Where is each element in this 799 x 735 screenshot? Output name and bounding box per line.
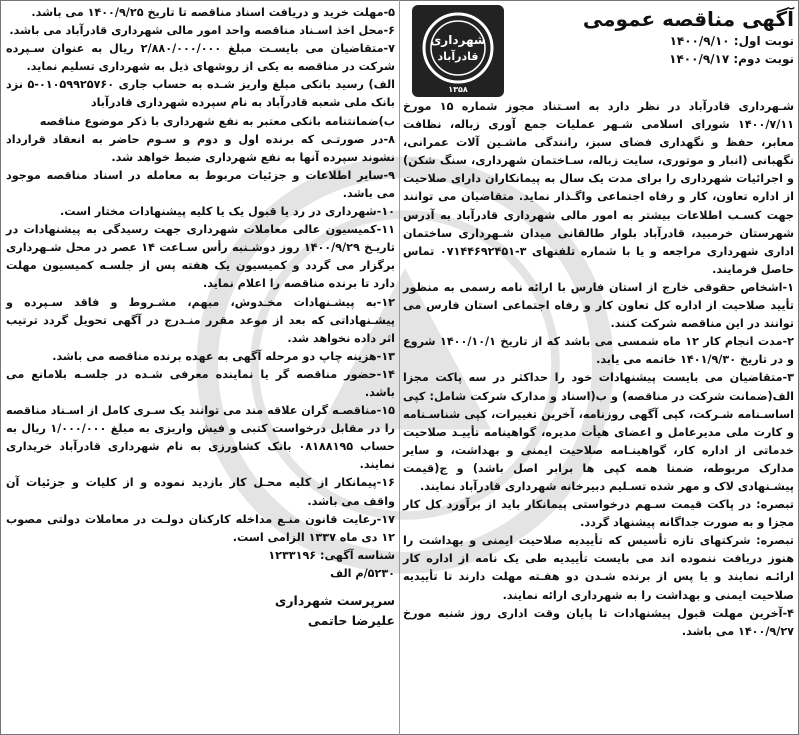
column-divider	[399, 0, 400, 735]
clause-17: ۱۷-رعایت قانون منـع مداخله کارکنان دولـت در معاملات دولتی مصوب ۱۲ دی ماه ۱۳۳۷ الزامی است.	[6, 512, 395, 544]
seal-year: ۱۳۵۸	[448, 85, 468, 94]
clause-1: ۱-اشخاص حقوقی خارج از استان فارس با ارائه نامه رسمی به منظور تأیید صلاحیت از اداره کل تعاون کار و رفاه اجتماعی استان فارس می توانند در این مناقصه شرکت کنند.	[403, 280, 794, 331]
round-first: نوبت اول: ۱۴۰۰/۹/۱۰	[669, 34, 794, 48]
clause-13: ۱۳-هزینه چاپ دو مرحله آگهی به عهده برنده مناقصه می باشد.	[52, 349, 395, 363]
header	[403, 4, 794, 98]
ad-code: ۵۲۳۰/م الف	[330, 566, 395, 580]
header-text	[505, 4, 794, 98]
clause-3: ۳-متقاضیان می بایست پیشنهادات خود را حداکثر در سه پاکت مجزا الف(ضمانت شرکت در مناقصه) و ب(اسناد و مدارک شرکت شامل: کپی اساسـنامه شـرکت، کپی آگهی روزنامه، آخرین تغییرات، کپی شناسـنامه و کارت ملی مدیرعامل و اعضای هیأت مدیره، گواهینامه تأییـد صلاحیت خدماتی از اداره کار، گواهینـامه صلاحیت ایمنی و بهداشت، و سایر مدارک مربوطه، ضمنا همه کپی ها برابر اصل باشد) و ج(قیمت پیشـنهادی لاک و مهر شده تسـلیم دبیرخانه شهرداری قادرآباد نمایند.	[403, 371, 794, 493]
note-1: تبصره: در پاکت قیمت سـهم درخواستی پیمانکار باید از برآورد کل کار مجزا و به صورت جداگانه پیشنهاد گردد.	[403, 498, 794, 530]
signature-block	[6, 591, 395, 631]
note-2: تبصره: شرکتهای تازه تأسیس که تأییدیه صلاحیت ایمنی و بهداشت را هنوز دریافت ننموده اند می بایست تأییدیه طی یک نامه از اداره کار ارائـه نمایند و یا پس از برنده شـدن دو هفـته مهلت دارند تا تأییدیه صلاحیت ایمنی و بهداشت را به شهرداری ارائه نمایند.	[403, 534, 794, 602]
left-column	[6, 4, 395, 631]
clause-7: ۷-متقاضیان می بایسـت مبلغ ۲/۸۸۰/۰۰۰/۰۰۰ ریال به عنوان سـپرده شرکت در مناقصه به یکی از روشهای ذیل به شهرداری تسلیم نماید.	[6, 42, 396, 74]
clause-4: ۴-آخرین مهلت قبول پیشنهادات تا پایان وقت اداری روز شنبه مورخ ۱۴۰۰/۹/۲۷ می باشد.	[403, 606, 794, 638]
clause-8: ۸-در صورتـی که برنده اول و دوم و سـوم حاضر به انعقاد قرارداد نشوند سپرده آنها به نفع شهرداری ضبط خواهد شد.	[6, 132, 395, 164]
page-title: آگهی مناقصه عمومی	[582, 7, 794, 31]
clause-11: ۱۱-کمیسیون عالی معاملات شهرداری جهت رسیدگی به پیشنهادات در تاریـخ ۱۴۰۰/۹/۲۹ روز دوشـنبه رأس سـاعت ۱۴ عصر در محل شـهرداری برگزار می گردد و کمیسیون یک هفته پس از جلسـه کمیسیون مهلت دارد تا برنده مناقصه را اعلام نماید.	[6, 223, 395, 291]
clause-2: ۲-مدت انجام کار ۱۲ ماه شمسی می باشد که از تاریخ ۱۴۰۰/۱۰/۱ شروع و در تاریخ ۱۴۰۱/۹/۳۰ خاتمه می یابد.	[403, 335, 794, 367]
clause-15: ۱۵-مناقصـه گران علاقه مند می توانند یک سـری کامل از اسـناد مناقصه را در مقابل درخواست کتبی و فیش واریزی به مبلغ ۱/۰۰۰/۰۰۰ ریال به حساب ۰۸۱۸۸۱۹۵ بانک کشاورزی به نام شهرداری قادرآباد خریداری نمایند.	[6, 404, 395, 472]
signature-name: علیرضا حاتمی	[307, 613, 395, 628]
clause-5: ۵-مهلت خرید و دریافت اسناد مناقصه تا تاریخ ۱۴۰۰/۹/۲۵ می باشد.	[31, 6, 395, 19]
ad-id: شناسه آگهی: ۱۲۳۳۱۹۶	[268, 548, 395, 562]
clause-7-a: الف) رسید بانکی مبلغ واریز شـده به حساب جاری ۰۱۰۵۹۹۲۵۷۶۰-۵ نزد بانک ملی شعبه قادرآباد به نام سپرده شهرداری قادرآباد	[6, 78, 395, 110]
clause-10: ۱۰-شهرداری در رد یا قبول یک یا کلیه پیشنهادات مختار است.	[60, 205, 395, 219]
clause-7-b: ب)ضمانتنامه بانکی معتبر به نفع شهرداری با ذکر موضوع مناقصه	[39, 114, 395, 128]
round-second: نوبت دوم: ۱۴۰۰/۹/۱۷	[669, 52, 794, 66]
clause-16: ۱۶-پیمانکار از کلیه محـل کار بازدید نموده و از کلیات و جزئیات آن واقف می باشد.	[6, 476, 395, 508]
clause-12: ۱۲-به پیشـنهادات مخـدوش، مبهم، مشـروط و فاقد سـپرده و پیشـنهاداتی که بعد از موعد مقرر منـدرج در آگهی تحویل گردد ترتیب اثر داده نخواهد شد.	[6, 295, 395, 345]
signature-role: سرپرست شهرداری	[274, 593, 395, 608]
intro-paragraph: شـهرداری قادرآباد در نظر دارد به اسـتناد مجوز شماره ۱۵ مورخ ۱۴۰۰/۷/۱۱ شورای اسلامی شـهر عملیات جمع آوری زباله، نظافت معابر، حفظ و نگهداری فضای سبز، رانندگی ماشـین آلات عمرانی، نگهبانی (انبار و موتوری، سایت زباله، سـاختمان شهرداری، سنگ شکن) و اجرائیات شهرداری را برای مدت یک سال به پیمانکاران دارای صلاحیت از اداره تعاون، کار و رفاه اجتماعی واگـذار نماید. متقاضیان می توانند جهت کسـب اطلاعات بیشتر به امور مالی شهرداری قادرآباد به آدرس شهرستان خرمبید، قادرآباد بلوار طالقانی میدان شـهرداری ساختمان اداری شهرداری مراجعه و یا با شماره تلفنهای ۳-۰۷۱۴۴۶۹۲۴۵۱ تماس حاصل فرمایند.	[403, 100, 795, 276]
seal-text-bottom: قادرآباد	[437, 50, 479, 63]
seal-text-top: شهرداری	[430, 33, 486, 47]
clause-9: ۹-سایر اطلاعات و جزئیات مربوط به معامله در اسناد مناقصه موجود می باشد.	[6, 168, 395, 200]
right-column	[403, 4, 794, 641]
clause-6: ۶-محل اخذ اسـناد مناقصه واحد امور مالی شهرداری قادرآباد می باشد.	[9, 24, 395, 38]
clause-14: ۱۴-حضور مناقصه گر یا نماینده معرفی شـده در جلسـه بلامانع می باشد.	[6, 367, 395, 399]
municipality-seal-icon	[411, 4, 505, 98]
